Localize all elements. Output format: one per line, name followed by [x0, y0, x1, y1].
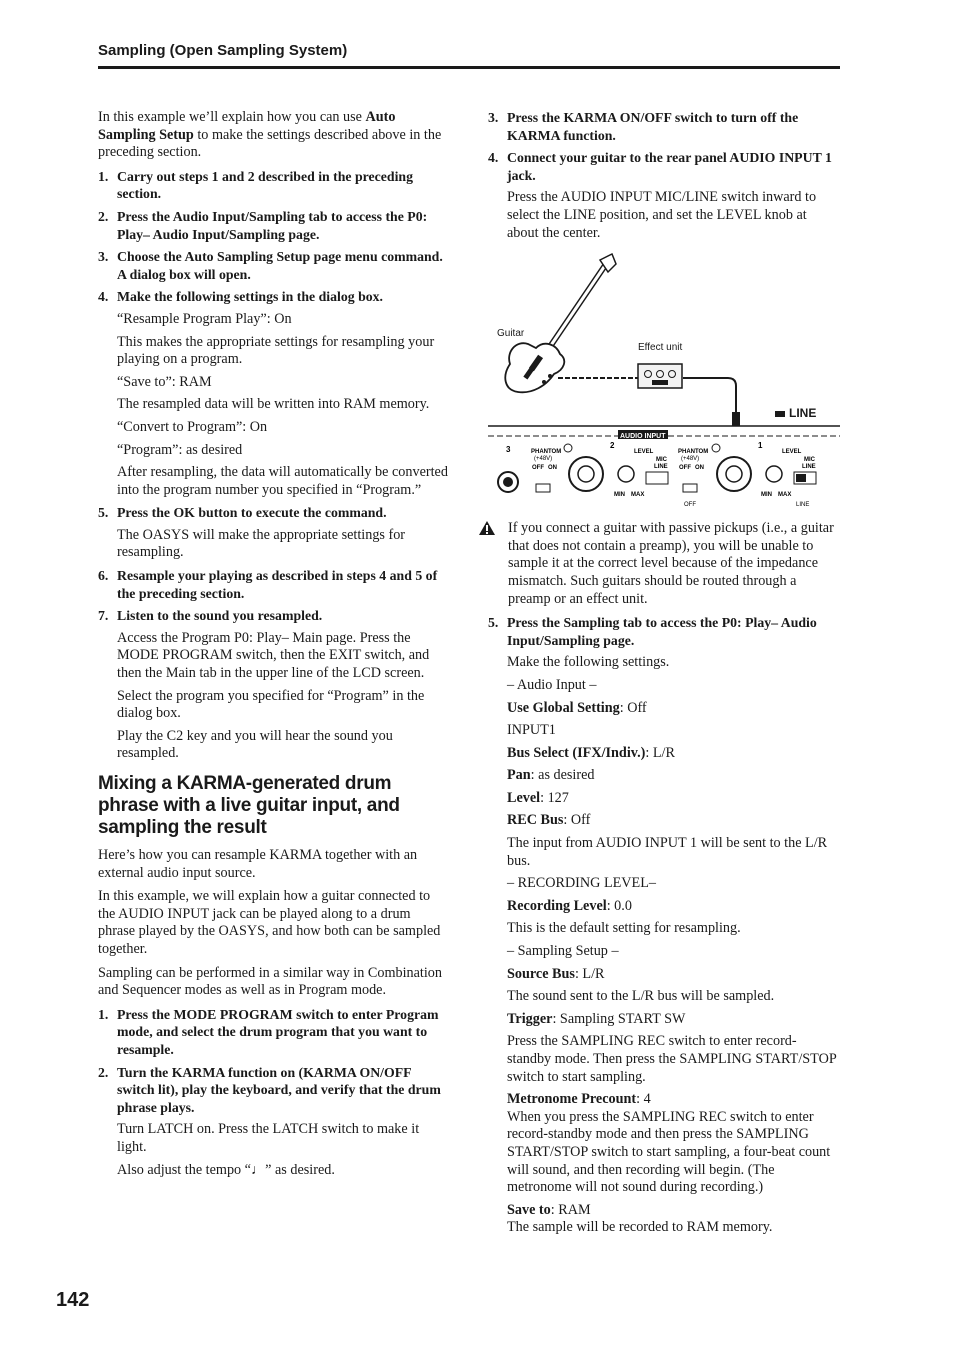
channel-1-label: 1: [758, 441, 763, 451]
step-number: 1.: [98, 1006, 109, 1022]
page-header: Sampling (Open Sampling System): [98, 42, 348, 59]
intro-text: In this example we’ll explain how you can use: [98, 109, 362, 125]
max-label: MAX: [631, 492, 645, 499]
setting-label: Use Global Setting: [507, 699, 620, 716]
setting-note: The sample will be recorded to RAM memory.: [507, 1219, 773, 1236]
setting-label: Trigger: [507, 1010, 553, 1027]
setting-row: [507, 1202, 840, 1220]
setting-note: The input from AUDIO INPUT 1 will be sent to the L/R bus.: [507, 835, 828, 869]
step-number: 7.: [98, 608, 109, 624]
step-item: [488, 109, 840, 144]
off-callout: OFF: [684, 502, 696, 509]
setting-row: [507, 767, 840, 785]
level-label: LEVEL: [782, 449, 802, 456]
step-body: Play the C2 key and you will hear the sound you resampled.: [117, 727, 393, 762]
diagram-svg: [488, 252, 840, 512]
step-number: 6.: [98, 568, 109, 584]
max-label: MAX: [778, 492, 792, 499]
channel-2-label: 2: [610, 441, 615, 451]
input-label: INPUT1: [507, 722, 556, 739]
level-label: LEVEL: [634, 449, 654, 456]
step-text: Press the MODE PROGRAM switch to enter Program mode, and select the drum program that you want to resample.: [117, 1006, 439, 1057]
warning-icon: [478, 520, 498, 608]
setting-row: [507, 745, 840, 763]
setting-row: [507, 812, 840, 830]
step-body: The OASYS will make the appropriate settings for resampling.: [117, 526, 406, 561]
step-text: Press the Audio Input/Sampling tab to access the P0: Play– Audio Input/Sampling page.: [117, 208, 428, 242]
mic-label: MIC: [804, 457, 815, 464]
step-number: 2.: [98, 1064, 109, 1080]
line-switch-label: LINE: [789, 406, 817, 421]
step-text: Carry out steps 1 and 2 described in the preceding section.: [117, 168, 413, 202]
step-item: [98, 504, 448, 522]
step-number: 2.: [98, 208, 109, 224]
setting-row: [507, 1091, 840, 1109]
step-text: Turn the KARMA function on (KARMA ON/OFF switch lit), play the keyboard, and verify that the drum phrase plays.: [117, 1064, 441, 1115]
setting-label: Source Bus: [507, 965, 575, 982]
step-number: 3.: [98, 249, 109, 265]
connection-diagram: [488, 252, 840, 512]
setting-value: : L/R: [574, 965, 605, 982]
off-label: OFF: [679, 465, 691, 472]
setting-note: When you press the SAMPLING REC switch to enter record-standby mode and then press the SAMPLING START/STOP switch to start sampling, a four-beat count will sound, and then recording will begin. (The metronome will not sound during recording.): [507, 1108, 831, 1196]
audio-input-label: AUDIO INPUT: [620, 433, 666, 441]
setting-value: : Sampling START SW: [552, 1010, 686, 1027]
setting-label: Metronome Precount: [507, 1091, 637, 1108]
setting-line: The resampled data will be written into RAM memory.: [117, 396, 430, 413]
setting-value: : as desired: [530, 767, 595, 784]
setting-line: “Convert to Program”: On: [117, 418, 268, 435]
step-text: Resample your playing as described in steps 4 and 5 of the preceding section.: [117, 568, 438, 601]
step-number: 5.: [488, 615, 499, 631]
setting-value: : RAM: [550, 1201, 591, 1218]
caution-note: [488, 520, 840, 608]
setting-label: Pan: [507, 767, 531, 784]
effect-unit-icon: [638, 364, 682, 388]
step-body: Access the Program P0: Play– Main page. Press the MODE PROGRAM switch, then the EXIT switch, and then the Main tab in the upper line of the LCD screen.: [117, 629, 430, 682]
step-item: [98, 248, 448, 283]
step-item: [98, 288, 448, 306]
header-rule: [98, 66, 840, 69]
phantom-voltage: (+48V): [534, 456, 553, 463]
intro-bold: Auto Sampling Setup: [98, 109, 396, 143]
body-paragraph: Here’s how you can resample KARMA together with an external audio input source.: [98, 847, 418, 881]
setting-line: This makes the appropriate settings for resampling your playing on a program.: [117, 333, 435, 368]
phantom-voltage: (+48V): [681, 456, 700, 463]
group-heading: – Audio Input –: [507, 676, 597, 693]
rear-panel: [488, 426, 840, 508]
setting-label: Save to: [507, 1201, 551, 1218]
step-number: 5.: [98, 505, 109, 521]
guitar-icon: [505, 254, 616, 392]
setting-note: Press the SAMPLING REC switch to enter record-standby mode. Then press the SAMPLING START/STOP switch to start sampling.: [507, 1033, 837, 1085]
settings-intro: Make the following settings.: [507, 654, 670, 671]
setting-row: [507, 790, 840, 808]
channel-3-label: 3: [506, 445, 511, 455]
guitar-label: Guitar: [497, 328, 525, 340]
setting-label: Bus Select (IFX/Indiv.): [507, 744, 646, 761]
setting-label: Recording Level: [507, 897, 607, 914]
step-number: 4.: [488, 150, 499, 166]
step-text: Listen to the sound you resampled.: [117, 608, 323, 624]
min-label: MIN: [614, 492, 625, 499]
step-number: 3.: [488, 110, 499, 125]
group-heading: – Sampling Setup –: [507, 943, 619, 960]
on-label: ON: [695, 465, 704, 472]
line-callout: LINE: [796, 502, 810, 509]
step-item: [488, 614, 840, 649]
right-column: [488, 109, 840, 1242]
min-label: MIN: [761, 492, 772, 499]
step-item: [488, 149, 840, 184]
body-paragraph: In this example, we will explain how a guitar connected to the AUDIO INPUT jack can be played along to a drum phrase played by the OASYS, and how both can be sampled together.: [98, 888, 441, 957]
section-heading: Mixing a KARMA-generated drum phrase with a live guitar input, and sampling the result: [98, 773, 400, 838]
step-item: [98, 1064, 448, 1117]
step-body: Press the AUDIO INPUT MIC/LINE switch inward to select the LINE position, and set the LEVEL knob at about the center.: [507, 189, 817, 241]
intro-rest: to make the settings described above in the preceding section.: [98, 126, 442, 161]
off-label: OFF: [532, 465, 544, 472]
setting-line: “Save to”: RAM: [117, 373, 212, 390]
step-item: [98, 168, 448, 203]
setting-value: : Off: [619, 699, 647, 716]
effect-unit-label: Effect unit: [638, 342, 683, 354]
group-heading: – RECORDING LEVEL–: [507, 875, 656, 892]
page-number: 142: [56, 1289, 90, 1311]
setting-line: “Program”: as desired: [117, 441, 243, 458]
left-column: [98, 109, 448, 1184]
step-text: Make the following settings in the dialog box.: [117, 289, 383, 305]
step-text: Press the Sampling tab to access the P0: Play– Audio Input/Sampling page.: [507, 615, 817, 648]
step-body: Also adjust the tempo “♩” as desired.: [117, 1161, 335, 1178]
setting-value: : Off: [563, 812, 591, 829]
setting-note: The sound sent to the L/R bus will be sampled.: [507, 988, 775, 1005]
step-text: Connect your guitar to the rear panel AUDIO INPUT 1 jack.: [507, 150, 832, 183]
on-label: ON: [548, 465, 557, 472]
phantom-label: PHANTOM: [678, 449, 709, 456]
setting-line: “Resample Program Play”: On: [117, 310, 292, 327]
setting-value: : 0.0: [606, 897, 632, 914]
setting-value: : 4: [636, 1091, 651, 1108]
setting-row: [507, 898, 840, 916]
step-item: [98, 567, 448, 602]
step-text: Press the KARMA ON/OFF switch to turn off the KARMA function.: [507, 110, 799, 143]
setting-row: [507, 966, 840, 984]
step-item: [98, 208, 448, 243]
caution-text: If you connect a guitar with passive pickups (i.e., a guitar that does not contain a preamp), you will be unable to sample it at the correct level because of the impedance mismatch. Such guitars should be routed through a preamp or an effect unit.: [508, 520, 834, 607]
mic-label: MIC: [656, 457, 667, 464]
line-label: LINE: [802, 464, 816, 471]
setting-label: Level: [507, 789, 541, 806]
phantom-label: PHANTOM: [531, 449, 562, 456]
step-item: [98, 1006, 448, 1059]
intro-paragraph: [98, 109, 448, 162]
setting-note: This is the default setting for resampling.: [507, 920, 741, 937]
step-number: 4.: [98, 289, 109, 305]
step-body: Turn LATCH on. Press the LATCH switch to make it light.: [117, 1121, 420, 1155]
setting-line: After resampling, the data will automatically be converted into the program number you specified in “Program.”: [117, 464, 448, 498]
step-item: [98, 607, 448, 625]
line-label: LINE: [654, 464, 668, 471]
setting-row: [507, 700, 840, 718]
step-text: Choose the Auto Sampling Setup page menu command. A dialog box will open.: [117, 249, 443, 282]
step-text: Press the OK button to execute the command.: [117, 505, 387, 521]
body-paragraph: Sampling can be performed in a similar way in Combination and Sequencer modes as well as in Program mode.: [98, 964, 442, 999]
setting-row: [507, 1011, 840, 1029]
setting-label: REC Bus: [507, 812, 564, 829]
setting-value: : L/R: [645, 744, 675, 761]
step-number: 1.: [98, 168, 109, 184]
setting-value: : 127: [540, 789, 569, 806]
step-body: Select the program you specified for “Program” in the dialog box.: [117, 687, 425, 722]
